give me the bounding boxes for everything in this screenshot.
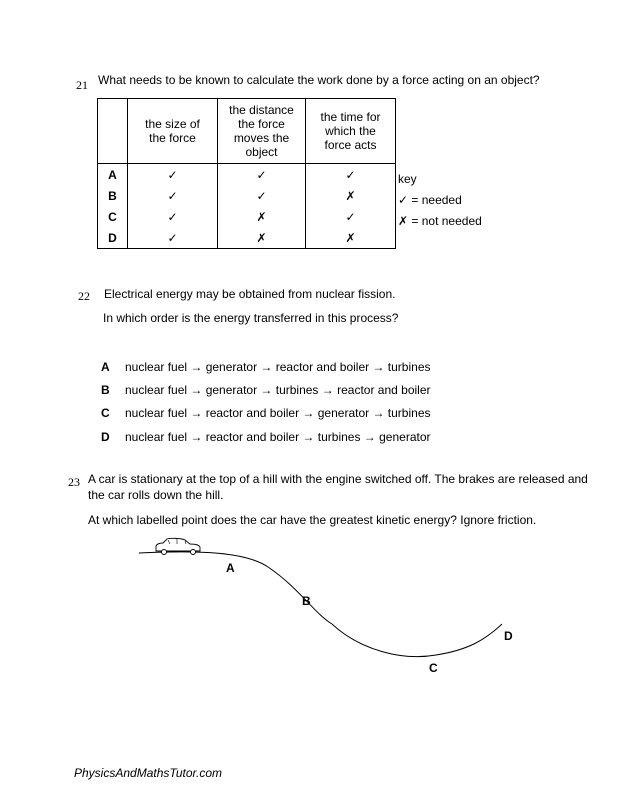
option-c: C nuclear fuel → reactor and boiler → generator → turbines <box>101 406 431 420</box>
key-title: key <box>398 172 417 186</box>
table-cell: ✓ <box>218 164 306 186</box>
option-a: A nuclear fuel → generator → reactor and boiler → turbines <box>101 360 431 374</box>
hill-curve <box>139 552 502 657</box>
point-label-d: D <box>504 629 513 643</box>
key-not-needed: ✗ = not needed <box>398 214 482 228</box>
question-21-number: 21 <box>76 78 88 92</box>
table-cell: ✗ <box>218 206 306 227</box>
point-label-b: B <box>302 594 311 608</box>
question-22-text: In which order is the energy transferred in this process? <box>103 311 399 325</box>
table-cell: ✓ <box>128 164 218 186</box>
point-label-c: C <box>429 661 438 675</box>
question-23-line-1: A car is stationary at the top of a hill with the engine switched off. The brakes are released and <box>88 472 588 486</box>
table-cell: ✓ <box>128 185 218 206</box>
table-cell: ✗ <box>306 185 396 206</box>
question-23-line-2: the car rolls down the hill. <box>88 488 224 502</box>
table-cell: ✓ <box>306 164 396 186</box>
question-22-intro: Electrical energy may be obtained from nuclear fission. <box>104 287 396 301</box>
question-21-text: What needs to be known to calculate the work done by a force acting on an object? <box>98 73 540 87</box>
table-cell: ✗ <box>218 227 306 249</box>
row-label: C <box>98 206 128 227</box>
table-header-force: the size of the force <box>128 99 218 164</box>
question-23-number: 23 <box>68 475 80 489</box>
table-cell: ✓ <box>128 227 218 249</box>
footer-brand: PhysicsAndMathsTutor.com <box>74 766 223 780</box>
table-cell: ✗ <box>306 227 396 249</box>
table-header-time: the time for which the force acts <box>306 99 396 164</box>
option-b: B nuclear fuel → generator → turbines → reactor and boiler <box>101 383 431 397</box>
key-needed: ✓ = needed <box>398 193 462 207</box>
table-cell: ✓ <box>306 206 396 227</box>
row-label: D <box>98 227 128 249</box>
table-cell: ✓ <box>218 185 306 206</box>
point-label-a: A <box>226 561 235 575</box>
row-label: A <box>98 164 128 186</box>
table-cell: ✓ <box>128 206 218 227</box>
option-d: D nuclear fuel → reactor and boiler → turbines → generator <box>101 430 431 444</box>
question-22-number: 22 <box>78 289 90 303</box>
table-header-distance: the distance the force moves the object <box>218 99 306 164</box>
row-label: B <box>98 185 128 206</box>
question-23-text: At which labelled point does the car have the greatest kinetic energy? Ignore friction. <box>88 513 537 527</box>
